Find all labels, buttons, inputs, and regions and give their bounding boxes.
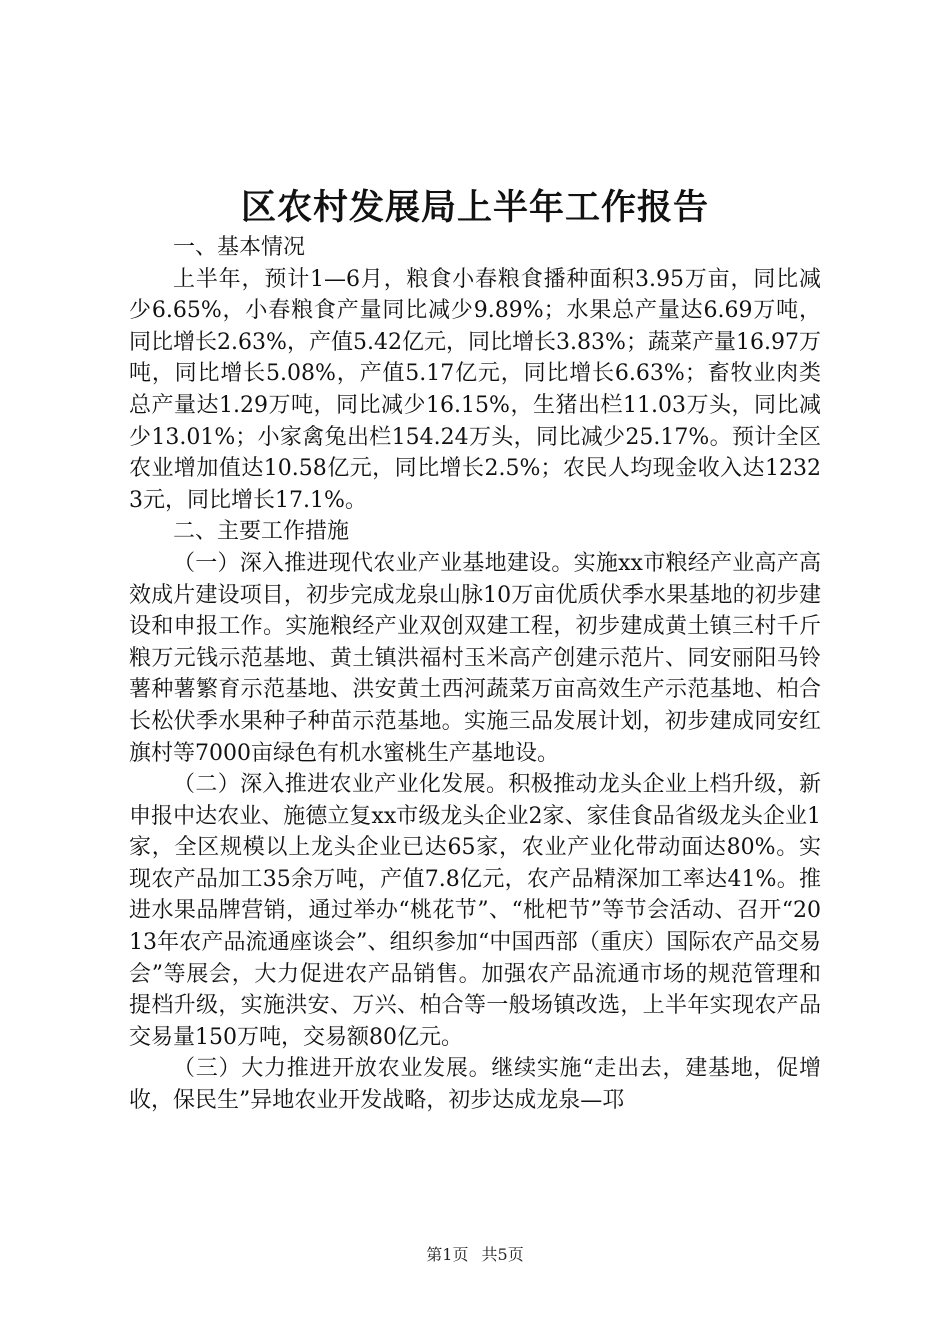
page-total: 共5页	[481, 1245, 524, 1264]
page-footer	[0, 1244, 950, 1266]
paragraph-measure-2: （二）深入推进农业产业化发展。积极推动龙头企业上档升级，新申报中达农业、施德立复xx市级龙头企业2家、家佳食品省级龙头企业1家，全区规模以上龙头企业已达65家，农业产业化带动面达80%。实现农产品加工35余万吨，产值7.8亿元，农产品精深加工率达41%。推进水果品牌营销，通过举办“桃花节”、“枇杷节”等节会活动、召开“2013年农产品流通座谈会”、组织参加“中国西部（重庆）国际农产品交易会”等展会，大力促进农产品销售。加强农产品流通市场的规范管理和提档升级，实施洪安、万兴、柏合等一般场镇改选，上半年实现农产品交易量150万吨，交易额80亿元。	[129, 772, 821, 1050]
page-title: 区农村发展局上半年工作报告	[240, 187, 709, 228]
section-heading-basic: 一、基本情况	[173, 235, 306, 260]
section-heading-measures: 二、主要工作措施	[173, 519, 350, 545]
page-number: 第1页	[426, 1245, 469, 1264]
paragraph-measure-1: （一）深入推进现代农业产业基地建设。实施xx市粮经产业高产高效成片建设项目，初步完成龙泉山脉10万亩优质伏季水果基地的初步建设和申报工作。实施粮经产业双创双建工程，初步建成黄土镇三村千斤粮万元钱示范基地、黄土镇洪福村玉米高产创建示范片、同安丽阳马铃薯种薯繁育示范基地、洪安黄土西河蔬菜万亩高效生产示范基地、柏合长松伏季水果种子种苗示范基地。实施三品发展计划，初步建成同安红旗村等7000亩绿色有机水蜜桃生产基地设。	[129, 550, 821, 766]
paragraph-basic-situation: 上半年，预计1—6月，粮食小春粮食播种面积3.95万亩，同比减少6.65%，小春粮食产量同比减少9.89%；水果总产量达6.69万吨，同比增长2.63%，产值5.42亿元，同比增长3.83%；蔬菜产量16.97万吨，同比增长5.08%，产值5.17亿元，同比增长6.63%；畜牧业肉类总产量达1.29万吨，同比减少16.15%，生猪出栏11.03万头，同比减少13.01%；小家禽兔出栏154.24万头，同比减少25.17%。预计全区农业增加值达10.58亿元，同比增长2.5%；农民人均现金收入达12323元，同比增长17.1%。	[129, 266, 821, 513]
paragraph-measure-3: （三）大力推进开放农业发展。继续实施“走出去，建基地，促增收，保民生”异地农业开发战略，初步达成龙泉—邛	[129, 1056, 821, 1114]
document-body	[129, 232, 821, 1117]
